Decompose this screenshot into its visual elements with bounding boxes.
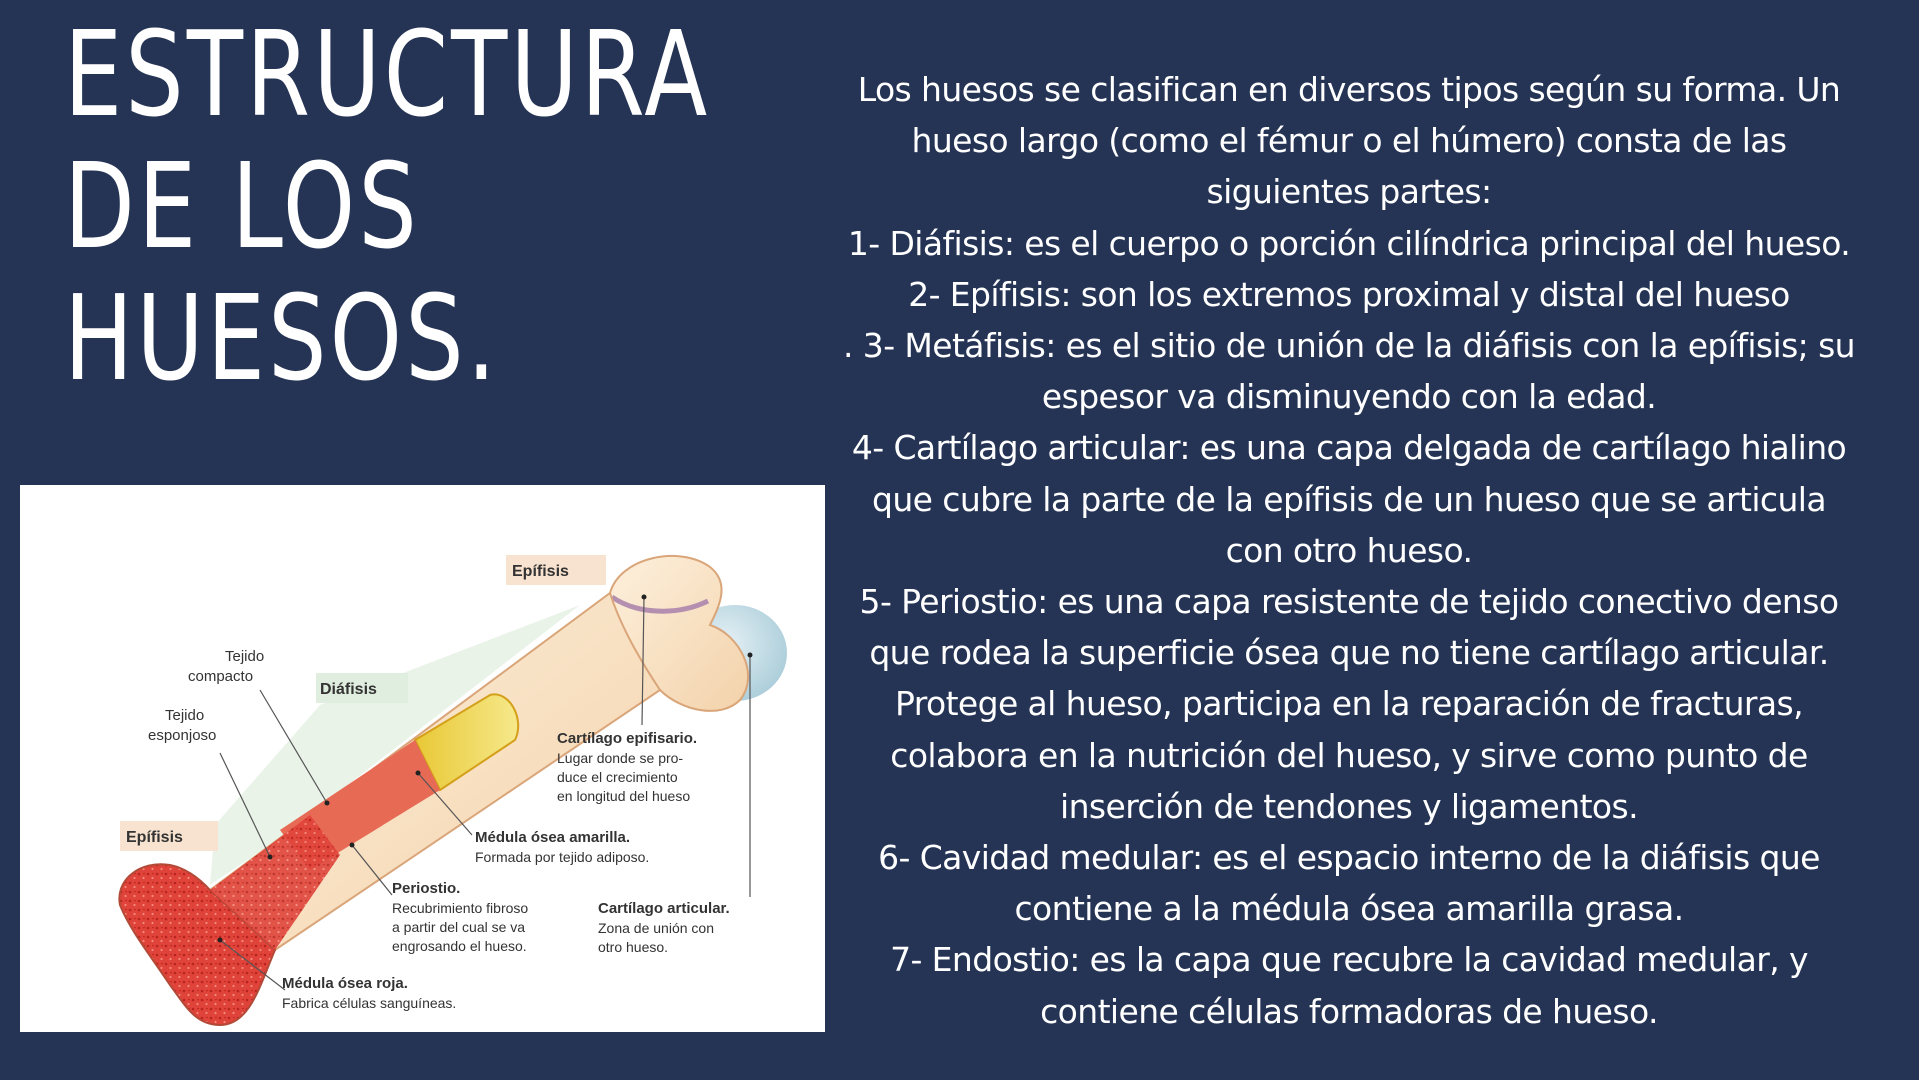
- text-line: 7- Endostio: es la capa que recubre la cavidad medular, y: [890, 940, 1808, 980]
- text-line: contiene células formadoras de hueso.: [1040, 991, 1658, 1031]
- text-line: hueso largo (como el fémur o el húmero) consta de las: [911, 121, 1787, 161]
- periostio-desc-1: Recubrimiento fibroso: [392, 900, 529, 916]
- text-line: siguientes partes:: [1206, 172, 1492, 212]
- epifisis-top-label: Epífisis: [512, 563, 569, 580]
- medula-amarilla-title: Médula ósea amarilla.: [475, 829, 631, 846]
- medula-roja-desc: Fabrica células sanguíneas.: [282, 995, 457, 1011]
- text-line: que rodea la superficie ósea que no tiene cartílago articular.: [869, 633, 1829, 673]
- tejido-compacto-label-1: Tejido: [225, 648, 265, 665]
- title-line-3: HUESOS.: [64, 269, 500, 407]
- page-title: [64, 5, 711, 407]
- text-line: inserción de tendones y ligamentos.: [1060, 786, 1638, 826]
- title-line-1: ESTRUCTURA: [64, 5, 711, 143]
- epifisis-bottom-label: Epífisis: [126, 829, 183, 846]
- text-line: con otro hueso.: [1225, 530, 1473, 570]
- tejido-compacto-label-2: compacto: [188, 668, 254, 685]
- text-line: Protege al hueso, participa en la reparación de fracturas,: [895, 684, 1803, 724]
- text-line: 1- Diáfisis: es el cuerpo o porción cilíndrica principal del hueso.: [847, 223, 1851, 263]
- cartilago-epifisario-desc-1: Lugar donde se pro-: [557, 750, 684, 766]
- tejido-esponjoso-label-2: esponjoso: [148, 727, 217, 744]
- text-line: colabora en la nutrición del hueso, y sirve como punto de: [890, 735, 1808, 775]
- text-line: 2- Epífisis: son los extremos proximal y distal del hueso: [908, 274, 1790, 314]
- text-line: contiene a la médula ósea amarilla grasa.: [1014, 889, 1684, 929]
- title-line-2: DE LOS: [64, 137, 420, 275]
- medula-roja-title: Médula ósea roja.: [282, 975, 408, 992]
- cartilago-articular-desc-2: otro hueso.: [598, 939, 669, 955]
- cartilago-epifisario-title: Cartílago epifisario.: [557, 730, 698, 747]
- periostio-desc-3: engrosando el hueso.: [392, 938, 527, 954]
- periostio-desc-2: a partir del cual se va: [392, 919, 526, 935]
- text-line: Los huesos se clasifican en diversos tipos según su forma. Un: [857, 70, 1841, 109]
- cartilago-articular-desc-1: Zona de unión con: [598, 920, 714, 936]
- bone-diagram: [20, 485, 825, 1032]
- text-line: . 3- Metáfisis: es el sitio de unión de la diáfisis con la epífisis; su: [843, 326, 1855, 366]
- bone-diagram-figure: [20, 485, 825, 1032]
- text-line: que cubre la parte de la epífisis de un hueso que se articula: [872, 479, 1826, 519]
- text-line: 6- Cavidad medular: es el espacio interno de la diáfisis que: [878, 838, 1820, 878]
- description-text: [820, 64, 1878, 1037]
- text-line: 4- Cartílago articular: es una capa delgada de cartílago hialino: [851, 428, 1847, 468]
- periostio-title: Periostio.: [392, 880, 461, 897]
- cartilago-epifisario-desc-2: duce el crecimiento: [557, 769, 678, 785]
- diafisis-label: Diáfisis: [320, 681, 377, 698]
- text-line: 5- Periostio: es una capa resistente de tejido conectivo denso: [859, 582, 1839, 622]
- text-line: espesor va disminuyendo con la edad.: [1041, 377, 1657, 417]
- cartilago-articular-title: Cartílago articular.: [598, 900, 730, 917]
- cartilago-epifisario-desc-3: en longitud del hueso: [557, 788, 691, 804]
- tejido-esponjoso-label-1: Tejido: [165, 707, 205, 724]
- medula-amarilla-desc: Formada por tejido adiposo.: [475, 849, 650, 865]
